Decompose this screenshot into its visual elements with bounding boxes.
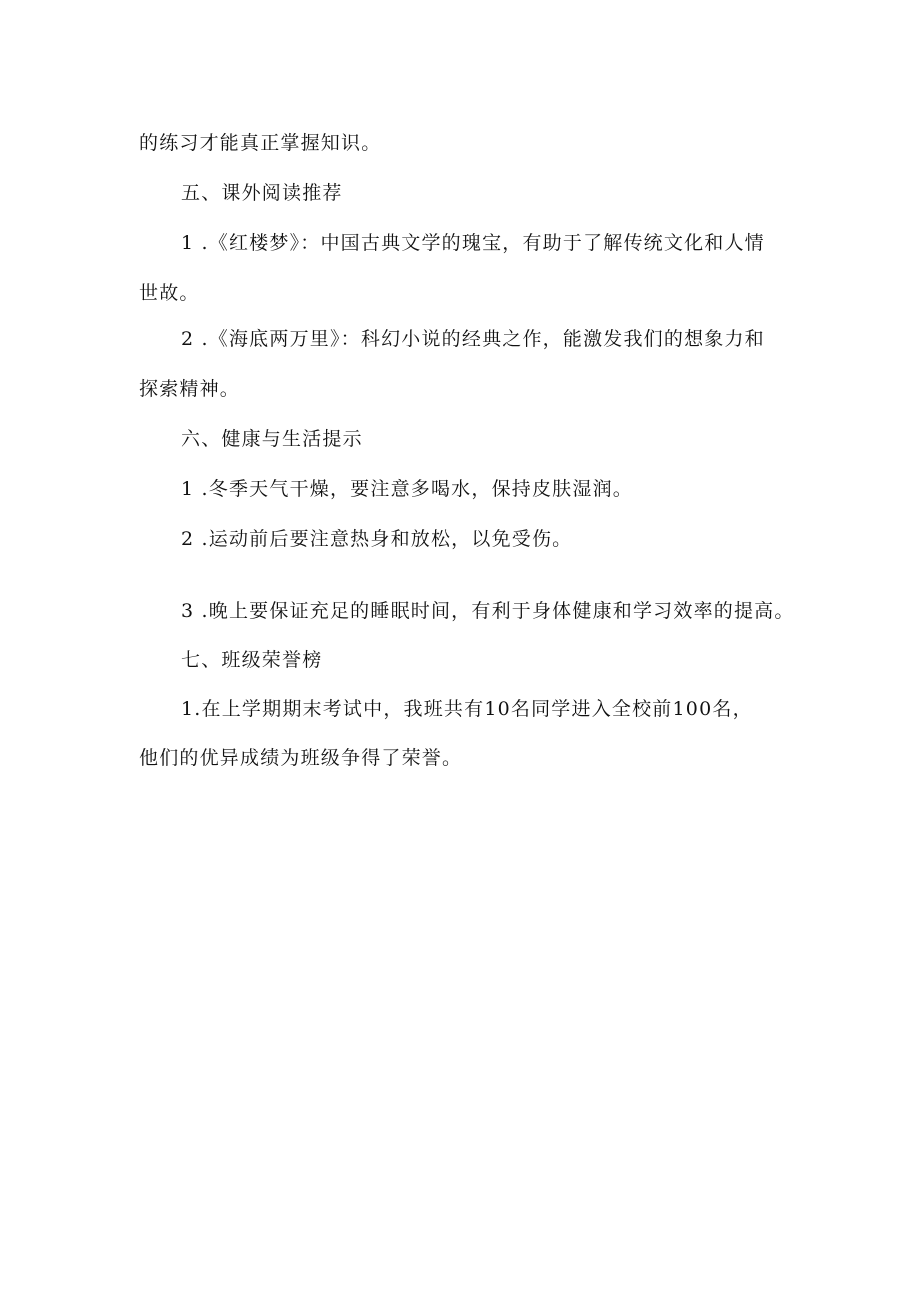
section-heading-honors: 七、班级荣誉榜 [181, 649, 323, 671]
list-item-honors-1: 1.在上学期期末考试中，我班共有10名同学进入全校前100名， [181, 698, 753, 720]
section-heading-health: 六、健康与生活提示 [181, 428, 363, 450]
list-item-reading-2: 2 .《海底两万里》：科幻小说的经典之作，能激发我们的想象力和 [181, 328, 765, 350]
list-item-honors-1-continuation: 他们的优异成绩为班级争得了荣誉。 [139, 747, 463, 769]
list-item-health-3: 3 .晚上要保证充足的睡眠时间，有利于身体健康和学习效率的提高。 [181, 600, 795, 622]
section-heading-reading: 五、课外阅读推荐 [181, 182, 343, 204]
list-item-health-2: 2 .运动前后要注意热身和放松，以免受伤。 [181, 528, 573, 550]
list-item-reading-2-continuation: 探索精神。 [139, 378, 241, 400]
paragraph-line: 的练习才能真正掌握知识。 [139, 132, 382, 154]
list-item-reading-1-continuation: 世故。 [139, 282, 200, 304]
list-item-health-1: 1 .冬季天气干燥，要注意多喝水，保持皮肤湿润。 [181, 478, 633, 500]
list-item-reading-1: 1 .《红楼梦》：中国古典文学的瑰宝，有助于了解传统文化和人情 [181, 232, 765, 254]
